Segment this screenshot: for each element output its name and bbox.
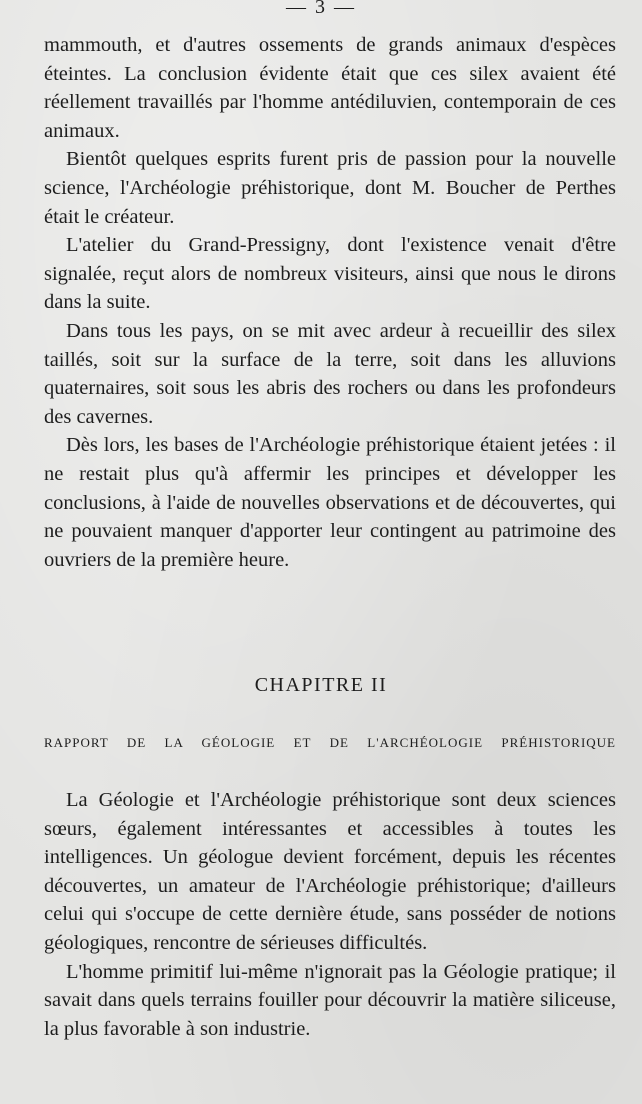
opening-text (44, 31, 616, 574)
paragraph: Dès lors, les bases de l'Archéologie préhistorique étaient jetées : il ne restait plus qu'à affermir les principes et développer les conclusions, à l'aide de nouvelles observations et de découvertes, qui ne pouvaient manquer d'apporter leur contingent au patrimoine des ouvriers de la première heure. (44, 434, 616, 571)
chapter-title: CHAPITRE II (254, 674, 388, 696)
paragraph: L'homme primitif lui-même n'ignorait pas la Géologie pratique; il savait dans quels terrains fouiller pour découvrir la matière siliceuse, la plus favorable à son industrie. (44, 960, 616, 1040)
paragraph: mammouth, et d'autres ossements de grands animaux d'espèces éteintes. La conclusion évidente était que ces silex avaient été réellement travaillés par l'homme antédiluvien, contemporain de ces animaux. (44, 34, 616, 142)
chapter-subtitle: RAPPORT DE LA GÉOLOGIE ET DE L'ARCHÉOLOGIE PRÉHISTORIQUE (44, 735, 616, 750)
page-number: — 3 — (286, 0, 356, 18)
paragraph: Bientôt quelques esprits furent pris de passion pour la nouvelle science, l'Archéologie préhistorique, dont M. Boucher de Perthes était le créateur. (44, 148, 616, 228)
chapter-text (44, 786, 616, 1043)
paragraph: La Géologie et l'Archéologie préhistorique sont deux sciences sœurs, également intéressantes et accessibles à toutes les intelligences. Un géologue devient forcément, depuis les récentes découvertes, un amateur de l'Archéologie préhistorique; d'ailleurs celui qui s'occupe de cette dernière étude, sans posséder de notions géologiques, rencontre de sérieuses difficultés. (44, 789, 616, 954)
paragraph: L'atelier du Grand-Pressigny, dont l'existence venait d'être signalée, reçut alors de nombreux visiteurs, ainsi que nous le dirons dans la suite. (44, 234, 616, 314)
paragraph: Dans tous les pays, on se mit avec ardeur à recueillir des silex taillés, soit sur la surface de la terre, soit dans les alluvions quaternaires, soit sous les abris des rochers ou dans les profondeurs des cavernes. (44, 319, 616, 428)
